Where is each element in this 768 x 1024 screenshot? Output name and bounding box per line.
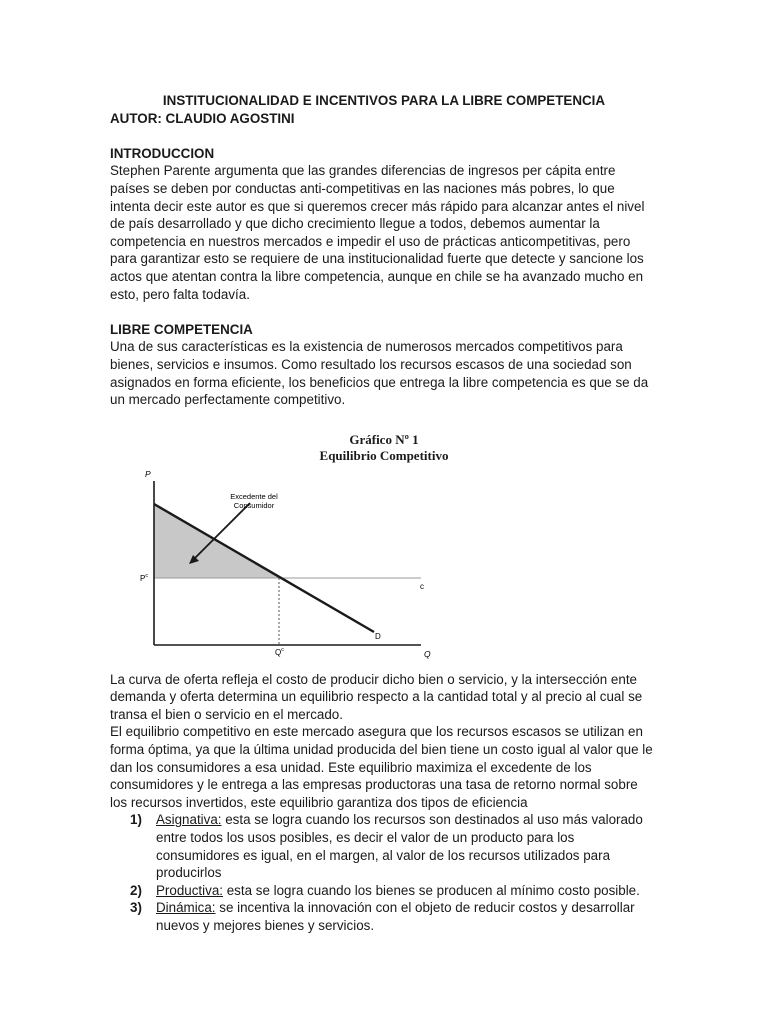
libre-heading: LIBRE COMPETENCIA: [110, 321, 253, 337]
quantity-label: $Q^c$: [275, 646, 284, 657]
y-axis-label: P: [145, 468, 151, 479]
author-line: AUTOR: CLAUDIO AGOSTINI: [110, 110, 295, 126]
list-item-term: Asignativa:: [156, 812, 222, 828]
equilibrium-chart: [110, 409, 658, 671]
intro-paragraph: Stephen Parente argumenta que las grandes diferencias de ingresos per cápita entre países se deben por conductas anti-competitivas en las naciones más pobres, lo que intenta decir este autor es que si queremos crecer más rápido para alcanzar antes el nivel de país desarrollado y que dicho crecimiento llegue a todos, debemos aumentar la competencia en nuestros mercados e impedir el uso de prácticas anticompetitivas, pero para garantizar esto se requiere de una institucionalidad fuerte que detecte y sancione los actos que atentan contra la libre competencia, aunque en chile se ha avanzado mucho en esto, pero falta todavía.: [110, 163, 645, 302]
demand-label: D: [375, 631, 381, 641]
list-item: [110, 811, 658, 881]
document-title: INSTITUCIONALIDAD E INCENTIVOS PARA LA LIBRE COMPETENCIA: [162, 93, 606, 108]
price-label: $P^c$: [140, 572, 149, 583]
libre-paragraph: Una de sus características es la existencia de numerosos mercados competitivos para bienes, servicios e insumos. Como resultado los recursos escasos de una sociedad son asignados en forma eficiente, los beneficios que entrega la libre competencia es que se da un mercado perfectamente competitivo.: [110, 339, 649, 408]
figure-subtitle: Equilibrio Competitivo: [319, 447, 449, 463]
list-item-text: esta se logra cuando los recursos son destinados al uso más valorado entre todos los usos posibles, es decir el valor de un producto para los consumidores es igual, en el margen, al valor de los recursos utilizados para producirlos: [156, 812, 643, 881]
list-item-number: 1): [130, 812, 142, 828]
list-item-term: Productiva:: [156, 882, 223, 898]
document-page: [110, 92, 658, 935]
intro-heading: INTRODUCCION: [110, 145, 215, 161]
body-paragraph-2: El equilibrio competitivo en este mercado asegura que los recursos escasos se utilizan en forma óptima, ya que la última unidad producida del bien tiene un costo igual al valor que le dan los consumidores a esa unidad. Este equilibrio maximiza el excedente de los consumidores y le entrega a las empresas productoras una tasa de retorno normal sobre los recursos invertidos, este equilibrio garantiza dos tipos de eficiencia: [110, 724, 653, 810]
list-item: [110, 899, 658, 934]
annotation-line-2: Consumidor: [233, 500, 275, 510]
efficiency-list: [110, 811, 658, 934]
body-paragraph-1: La curva de oferta refleja el costo de producir dicho bien o servicio, y la intersección ente demanda y oferta determina un equilibrio respecto a la cantidad total y al precio al cual se transa el bien o servicio en el mercado.: [110, 671, 643, 722]
x-axis-label: Q: [424, 648, 431, 659]
list-item-number: 2): [130, 882, 142, 898]
list-item-term: Dinámica:: [156, 900, 216, 916]
annotation-line-1: Excedente del: [230, 491, 278, 501]
list-item-text: se incentiva la innovación con el objeto de reducir costos y desarrollar nuevos y mejores bienes y servicios.: [156, 900, 635, 933]
list-item-number: 3): [130, 900, 142, 916]
figure-title: Gráfico Nº 1: [349, 431, 419, 447]
list-item-text: esta se logra cuando los bienes se producen al mínimo costo posible.: [223, 882, 640, 898]
equilibrium-figure: [110, 409, 658, 671]
supply-label: c: [420, 581, 424, 591]
list-item: [110, 882, 658, 900]
